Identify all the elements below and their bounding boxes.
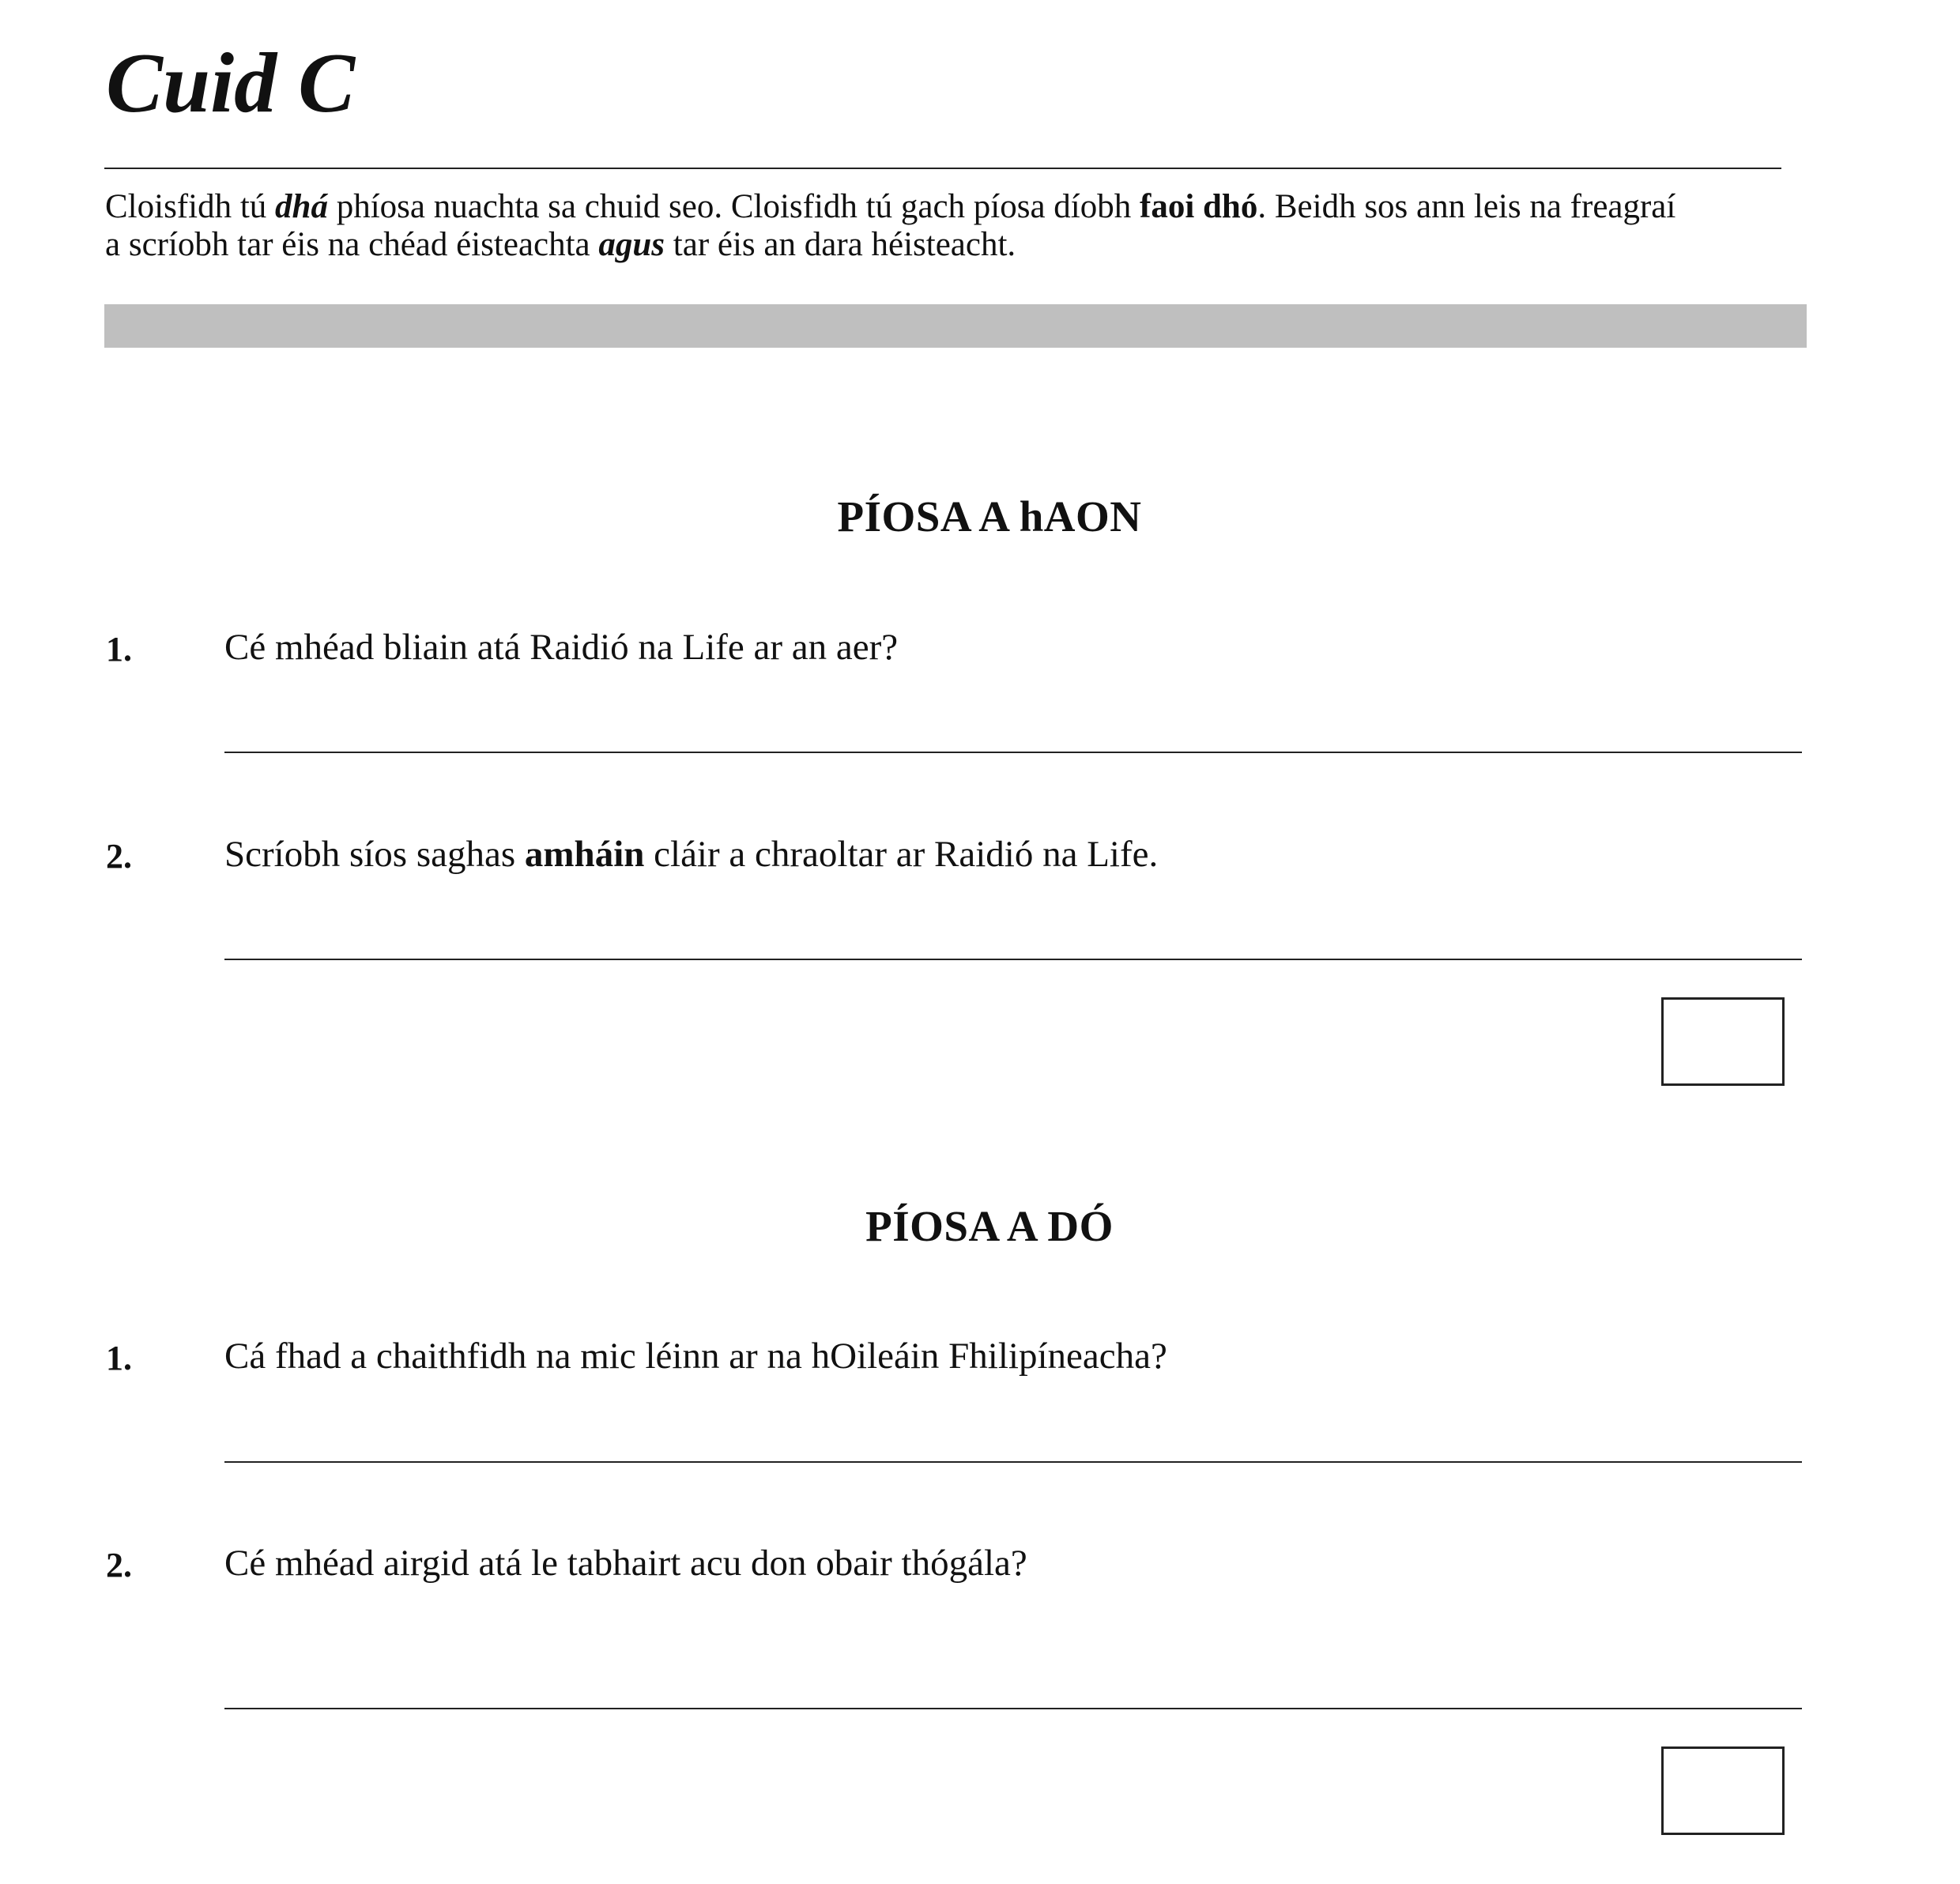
question-text: Cá fhad a chaithfidh na mic léinn ar na hOileáin Fhilipíneacha?	[224, 1336, 1167, 1377]
intro-text: phíosa nuachta sa chuid seo. Cloisfidh tú gach píosa díobh	[327, 188, 1140, 225]
intro-text: . Beidh sos ann leis na freagraí	[1257, 188, 1676, 225]
piece-two-heading: PÍOSA A DÓ	[865, 1202, 1114, 1250]
answer-line[interactable]	[224, 1708, 1802, 1709]
instructions	[105, 188, 1812, 264]
grey-band	[104, 304, 1807, 348]
mark-box	[1661, 1746, 1785, 1835]
question-text: Cé mhéad airgid atá le tabhairt acu don obair thógála?	[224, 1543, 1027, 1584]
instructions-line-2	[105, 226, 1812, 264]
section-title: Cuid C	[106, 36, 356, 130]
intro-text: Cloisfidh tú	[105, 188, 276, 225]
question-text: Cé mhéad bliain atá Raidió na Life ar an aer?	[224, 627, 899, 668]
question-number: 2.	[106, 837, 132, 876]
intro-text: tar éis an dara héisteacht.	[665, 226, 1016, 263]
intro-emphasis: faoi dhó	[1140, 188, 1258, 225]
mark-box	[1661, 997, 1785, 1086]
question-number: 1.	[106, 630, 132, 669]
piece-one-heading: PÍOSA A hAON	[837, 492, 1142, 541]
question-number: 1.	[106, 1339, 132, 1377]
intro-emphasis: dhá	[275, 188, 328, 225]
answer-line[interactable]	[224, 752, 1802, 753]
intro-text: a scríobh tar éis na chéad éisteachta	[105, 226, 599, 263]
instructions-line-1	[105, 188, 1812, 226]
answer-line[interactable]	[224, 1461, 1802, 1463]
question-number: 2.	[106, 1546, 132, 1584]
intro-emphasis: agus	[598, 226, 665, 263]
title-divider	[104, 168, 1781, 169]
answer-line[interactable]	[224, 959, 1802, 960]
question-text: Scríobh síos saghas amháin cláir a chraoltar ar Raidió na Life.	[224, 834, 1159, 875]
